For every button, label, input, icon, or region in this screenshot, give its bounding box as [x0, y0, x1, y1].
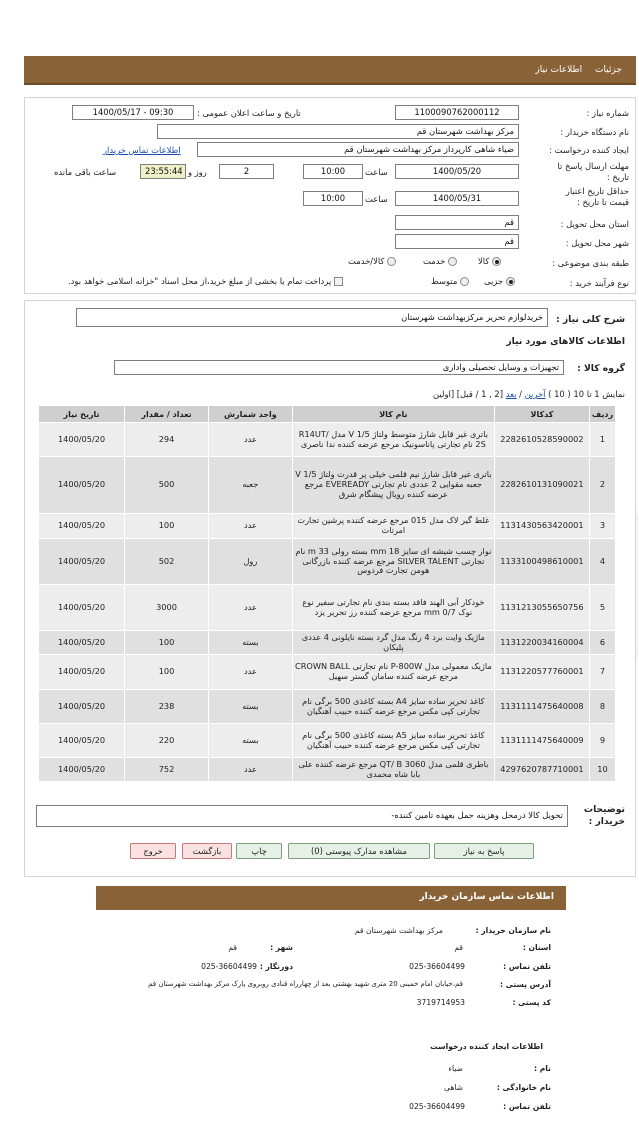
exit-button[interactable]: خروج — [130, 843, 176, 859]
row-code: 1131111475640009 — [494, 724, 589, 758]
requester-phone-value: 025-36604499 — [409, 1102, 465, 1111]
row-code: 1131430563420001 — [494, 514, 589, 539]
table-row — [39, 655, 616, 690]
row-unit: عدد — [208, 514, 292, 539]
requester-family-label: نام خانوادگی : — [496, 1083, 551, 1092]
validity-time-field: 10:00 — [303, 191, 363, 206]
col-index-header: ردیف — [589, 406, 615, 423]
row-unit: جعبه — [208, 457, 292, 514]
checkbox-icon[interactable] — [334, 277, 343, 286]
remaining-time-field: 23:55:44 — [140, 164, 186, 179]
contact-province-label: استان : — [522, 943, 551, 952]
goods-info-title: اطلاعات کالاهای مورد نیاز — [506, 336, 625, 347]
table-header-row — [39, 406, 616, 423]
category-goods-service-option[interactable]: کالا/خدمت — [348, 256, 396, 266]
requester-name-value: ضیاء — [448, 1064, 463, 1073]
row-code: 1131213055650756 — [494, 585, 589, 631]
row-index: 5 — [589, 585, 615, 631]
row-name: خودکار آبی الهند فاقد بسته بندی نام تجارتی سفیر نوع نوک 0/7 mm مرجع عرضه کننده رز تحریر یزد — [292, 585, 494, 631]
row-date: 1400/05/20 — [39, 539, 125, 585]
col-date-header: تاریخ نیاز — [39, 406, 125, 423]
contact-fax-value: 025-36604499 — [201, 962, 257, 971]
city-label: شهر محل تحویل : — [565, 238, 629, 248]
row-date: 1400/05/20 — [39, 724, 125, 758]
process-medium-option[interactable]: متوسط — [431, 276, 469, 286]
reply-time-label: ساعت — [365, 167, 388, 177]
pagination-next[interactable]: بعد — [505, 389, 517, 399]
pagination-summary: نمایش 1 تا 10 ( 10 ) — [548, 389, 625, 399]
pagination-last[interactable]: آخرین — [524, 389, 546, 399]
breadcrumb-need-info[interactable]: اطلاعات نیاز — [535, 65, 583, 75]
contact-org-label: نام سازمان خریدار : — [475, 926, 551, 935]
row-name: باتری غیر قابل شارژ متوسط ولتاژ 1/5 V مدل R14UT/ 2S نام تجارتی پاناسونیک مرجع عرضه کننده ندا ناصری — [292, 423, 494, 457]
contact-province-value: قم — [454, 943, 463, 952]
row-code: 1131220034160004 — [494, 631, 589, 655]
row-qty: 100 — [125, 631, 209, 655]
breadcrumb-details[interactable]: جزئیات — [595, 65, 622, 75]
announce-datetime-field: 1400/05/17 - 09:30 — [72, 105, 194, 120]
remaining-days-field: 2 — [219, 164, 274, 179]
requester-name-label: نام : — [534, 1064, 551, 1073]
contact-header — [96, 886, 566, 910]
general-desc-label: شرح کلی نیاز : — [556, 314, 625, 325]
contact-org-value: مرکز بهداشت شهرستان قم — [354, 926, 443, 935]
requester-field: ضیاء شاهی کارپرداز مرکز بهداشت شهرستان قم — [197, 142, 519, 157]
goods-table — [38, 405, 616, 782]
contact-fax-label: دورنگار : — [259, 962, 293, 971]
process-minor-option[interactable]: جزیی — [484, 276, 515, 286]
row-index: 7 — [589, 655, 615, 690]
need-number-label: شماره نیاز : — [586, 108, 629, 118]
pagination: نمایش 1 تا 10 ( 10 ) آخرین / بعد [2 , 1 / قبل] [اولین — [433, 389, 625, 399]
requester-family-value: شاهی — [443, 1083, 463, 1092]
radio-selected-icon[interactable] — [506, 277, 515, 286]
row-qty: 294 — [125, 423, 209, 457]
table-row — [39, 514, 616, 539]
row-code: 2282610131090021 — [494, 457, 589, 514]
row-unit: رول — [208, 539, 292, 585]
row-unit: عدد — [208, 758, 292, 782]
row-unit: عدد — [208, 423, 292, 457]
requester-phone-label: تلفن تماس : — [503, 1102, 551, 1111]
category-label: طبقه بندی موضوعی : — [552, 258, 629, 268]
need-number-field: 1100090762000112 — [395, 105, 519, 120]
radio-icon[interactable] — [387, 257, 396, 266]
buyer-notes-label: توضیحات خریدار : — [583, 804, 625, 827]
pagination-pages[interactable]: [2 , 1 / قبل] [اولین — [433, 389, 504, 399]
row-name: نوار چسب شیشه ای سایز 18 mm بسته رولی 33 m نام تجارتی SILVER TALENT مرجع عرضه کننده بازرگانی هومن تجارت فردوس — [292, 539, 494, 585]
radio-selected-icon[interactable] — [492, 257, 501, 266]
row-name: کاغذ تحریر ساده سایز A4 بسته کاغذی 500 برگی نام تجارتی کپی مکس مرجع عرضه کننده حبیب آهنگیان — [292, 690, 494, 724]
row-code: 1131111475640008 — [494, 690, 589, 724]
table-row — [39, 724, 616, 758]
row-date: 1400/05/20 — [39, 631, 125, 655]
row-qty: 100 — [125, 655, 209, 690]
col-qty-header: تعداد / مقدار — [125, 406, 209, 423]
city-field: قم — [395, 234, 519, 249]
table-row — [39, 539, 616, 585]
province-field: قم — [395, 215, 519, 230]
buyer-notes-field: تحویل کالا درمحل وهزینه حمل بعهده تامین کننده- — [36, 805, 568, 827]
row-qty: 752 — [125, 758, 209, 782]
row-qty: 502 — [125, 539, 209, 585]
col-unit-header: واحد شمارش — [208, 406, 292, 423]
col-name-header: نام کالا — [292, 406, 494, 423]
row-unit: بسته — [208, 631, 292, 655]
row-index: 2 — [589, 457, 615, 514]
process-label: نوع فرآیند خرید : — [569, 278, 629, 288]
reply-deadline-label: مهلت ارسال پاسخ تا تاریخ : — [557, 161, 629, 182]
contact-phone-value: 025-36604499 — [409, 962, 465, 971]
row-date: 1400/05/20 — [39, 457, 125, 514]
row-name: غلط گیر لاک مدل 015 مرجع عرضه کننده پرشین تجارت امرتات — [292, 514, 494, 539]
row-index: 4 — [589, 539, 615, 585]
contact-phone-label: تلفن تماس : — [503, 962, 551, 971]
announce-datetime-label: تاریخ و ساعت اعلان عمومی : — [197, 108, 301, 118]
treasury-payment-option[interactable]: پرداخت تمام یا بخشی از مبلغ خرید،از محل اسناد "خزانه اسلامی خواهد بود. — [68, 276, 343, 286]
buyer-org-label: نام دستگاه خریدار : — [560, 127, 629, 137]
goods-group-field: تجهیزات و وسایل تحصیلی واداری — [114, 360, 564, 375]
row-code: 4297620787710001 — [494, 758, 589, 782]
attachments-button[interactable]: مشاهده مدارک پیوستی (0) — [288, 843, 430, 859]
remaining-label: ساعت باقی مانده — [54, 167, 117, 177]
validity-time-label: ساعت — [365, 194, 388, 204]
row-name: کاغذ تحریر ساده سایز A5 بسته کاغذی 500 برگی نام تجارتی کپی مکس مرجع عرضه کننده حبیب آهنگیان — [292, 724, 494, 758]
contact-city-value: قم — [228, 943, 237, 952]
row-qty: 220 — [125, 724, 209, 758]
table-row — [39, 457, 616, 514]
row-date: 1400/05/20 — [39, 585, 125, 631]
contact-title: اطلاعات تماس سازمان خریدار — [419, 892, 554, 902]
row-index: 9 — [589, 724, 615, 758]
row-name: ماژیک معمولی مدل P-800W نام تجارتی CROWN BALL مرجع عرضه کننده سامان گستر سهیل — [292, 655, 494, 690]
row-code: 2282610528590002 — [494, 423, 589, 457]
buyer-contact-link[interactable]: اطلاعات تماس خریدار — [103, 145, 181, 155]
reply-time-field: 10:00 — [303, 164, 363, 179]
row-index: 8 — [589, 690, 615, 724]
row-unit: بسته — [208, 690, 292, 724]
radio-icon[interactable] — [448, 257, 457, 266]
row-date: 1400/05/20 — [39, 655, 125, 690]
contact-postal-value: 3719714953 — [416, 998, 465, 1007]
day-label: روز و — [188, 167, 207, 177]
row-code: 1131220577760001 — [494, 655, 589, 690]
row-unit: عدد — [208, 655, 292, 690]
requester-info-title: اطلاعات ایجاد کننده درخواست — [430, 1042, 543, 1051]
row-date: 1400/05/20 — [39, 758, 125, 782]
general-desc-field: خریدلوازم تحریر مرکزبهداشت شهرستان — [76, 308, 548, 327]
table-row — [39, 758, 616, 782]
row-unit: بسته — [208, 724, 292, 758]
category-service-option[interactable]: خدمت — [423, 256, 457, 266]
table-row — [39, 423, 616, 457]
row-name: باطری قلمی مدل QT/ B 3060 مرجع عرضه کننده علی بابا شاه محمدی — [292, 758, 494, 782]
col-code-header: کدکالا — [494, 406, 589, 423]
table-row — [39, 585, 616, 631]
row-index: 10 — [589, 758, 615, 782]
contact-city-label: شهر : — [270, 943, 293, 952]
contact-address-label: آدرس پستی : — [499, 980, 551, 989]
row-date: 1400/05/20 — [39, 690, 125, 724]
print-button[interactable]: چاپ — [236, 843, 282, 859]
row-index: 6 — [589, 631, 615, 655]
price-validity-label: حداقل تاریخ اعتبار قیمت تا تاریخ : — [565, 186, 629, 207]
row-qty: 500 — [125, 457, 209, 514]
row-qty: 238 — [125, 690, 209, 724]
province-label: استان محل تحویل : — [560, 219, 629, 229]
header-bar — [24, 56, 636, 85]
table-row — [39, 690, 616, 724]
row-date: 1400/05/20 — [39, 423, 125, 457]
validity-date-field: 1400/05/31 — [395, 191, 519, 206]
table-row — [39, 631, 616, 655]
reply-date-field: 1400/05/20 — [395, 164, 519, 179]
row-unit: عدد — [208, 585, 292, 631]
row-code: 1133100498610001 — [494, 539, 589, 585]
requester-label: ایجاد کننده درخواست : — [549, 145, 629, 155]
category-goods-option[interactable]: کالا — [478, 256, 501, 266]
back-button[interactable]: بازگشت — [182, 843, 232, 859]
row-qty: 3000 — [125, 585, 209, 631]
row-date: 1400/05/20 — [39, 514, 125, 539]
buyer-org-field: مرکز بهداشت شهرستان قم — [157, 124, 519, 139]
row-name: باتری غیر قابل شارژ نیم قلمی خیلی پر قدرت ولتاژ 1/5 V جعبه مقوایی 2 عددی نام تجارتی EVEREADY مرجع عرضه کننده رویال پیشگام شرق — [292, 457, 494, 514]
row-name: ماژیک وایت برد 4 رنگ مدل گرد بسته نایلونی 4 عددی پلیکان — [292, 631, 494, 655]
row-qty: 100 — [125, 514, 209, 539]
breadcrumb — [525, 65, 622, 75]
row-index: 3 — [589, 514, 615, 539]
contact-postal-label: کد پستی : — [512, 998, 551, 1007]
reply-button[interactable]: پاسخ به نیاز — [434, 843, 534, 859]
contact-address-value: قم،خیابان امام خمینی 20 متری شهید بهشتی بعد از چهارراه قنادی روبروی پارک مرکز بهداشت شهرستان قم — [148, 980, 463, 988]
row-index: 1 — [589, 423, 615, 457]
goods-group-label: گروه کالا : — [577, 363, 625, 374]
radio-icon[interactable] — [460, 277, 469, 286]
